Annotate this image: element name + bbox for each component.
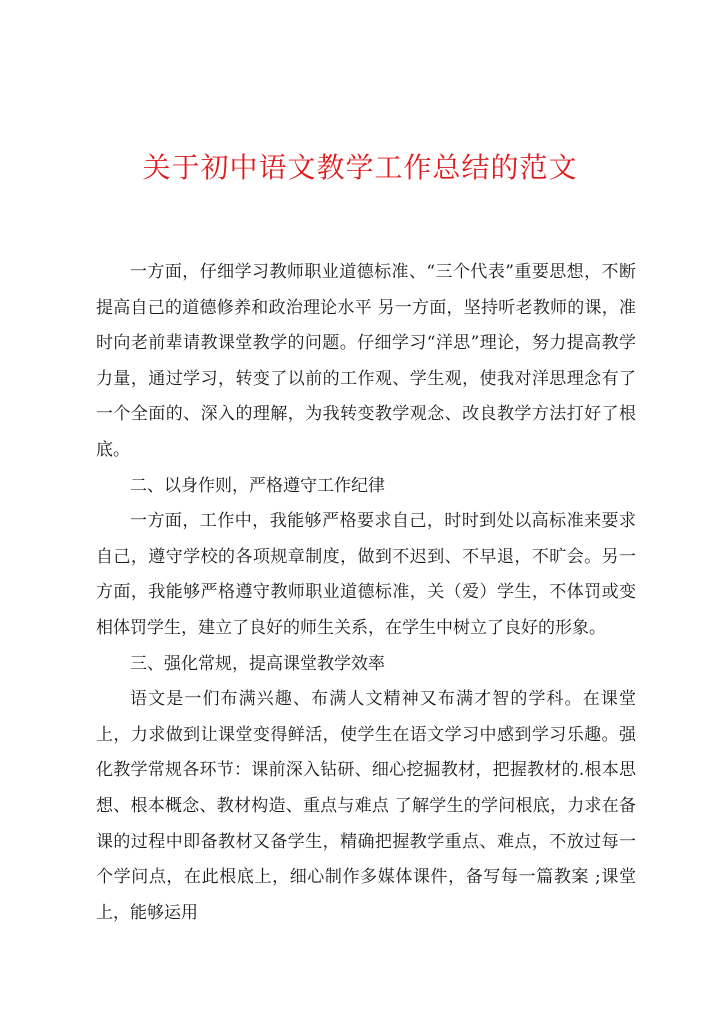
paragraph-discipline: 一方面，工作中，我能够严格要求自己，时时到处以高标准来要求自己，遵守学校的各项规章制度，做到不迟到、不早退，不旷会。另一方面，我能够严格遵守教师职业道德标准，关（爱）学生，不体罚或变相体罚学生，建立了良好的师生关系，在学生中树立了良好的形象。 bbox=[96, 511, 636, 638]
paragraph-teaching: 语文是一们布满兴趣、布满人文精神又布满才智的学科。在课堂上，力求做到让课堂变得鲜活，使学生在语文学习中感到学习乐趣。强化教学常规各环节：课前深入钻研、细心挖掘教材，把握教材的.根本思想、根本概念、教材构造、重点与难点 了解学生的学问根底，力求在备课的过程中即备教材又备学生，精确把握教学重点、难点，不放过每一个学问点，在此根底上，细心制作多媒体课件，备写每一篇教案 ;课堂上，能够运用 bbox=[96, 689, 636, 923]
section-heading-discipline: 二、以身作则，严格遵守工作纪律 bbox=[130, 475, 385, 496]
section-heading-teaching: 三、强化常规，提高课堂教学效率 bbox=[130, 653, 385, 674]
document-body bbox=[96, 255, 636, 931]
paragraph-intro: 一方面，仔细学习教师职业道德标准、“三个代表”重要思想，不断提高自己的道德修养和政治理论水平 另一方面，坚持听老教师的课，准时向老前辈请教课堂教学的问题。仔细学习“洋思”理论，努力提高教学力量，通过学习，转变了以前的工作观、学生观，使我对洋思理念有了一个全面的、深入的理解，为我转变教学观念、改良教学方法打好了根底。 bbox=[96, 262, 636, 460]
document-title: 关于初中语文教学工作总结的范文 bbox=[142, 151, 578, 184]
